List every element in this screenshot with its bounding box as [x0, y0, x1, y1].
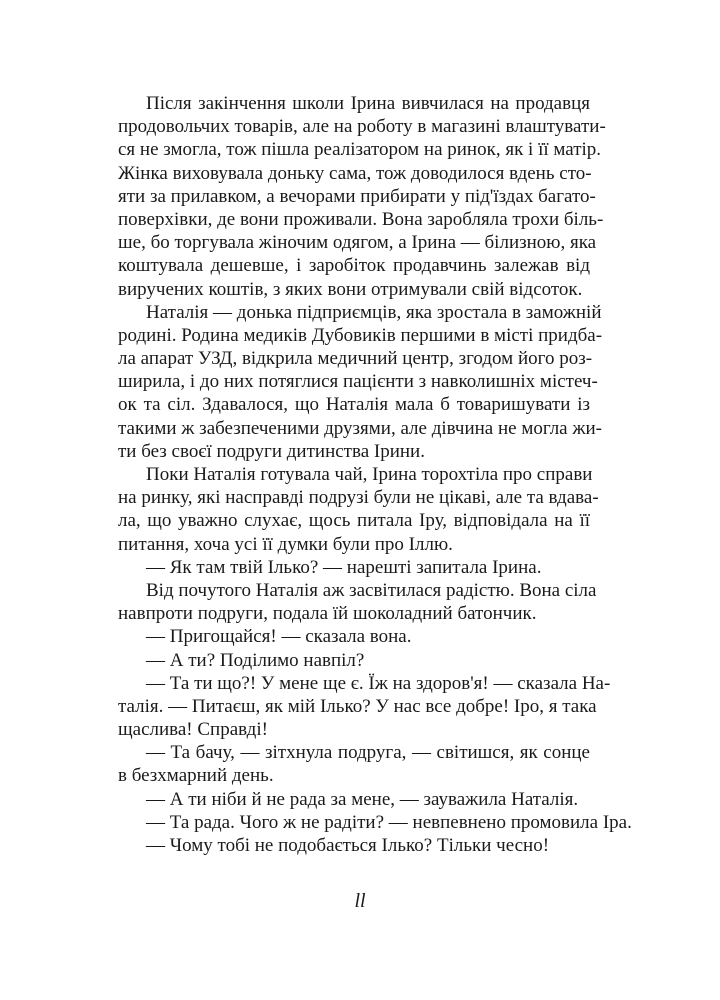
text-line: навпроти подруги, подала їй шоколадний батончик. — [118, 603, 537, 625]
paragraph — [118, 741, 590, 787]
text-line: питання, хоча усі її думки були про Іллю. — [118, 533, 453, 555]
text-line: такими ж забезпеченими друзями, але дівчина не могла жи- — [118, 417, 602, 439]
paragraph — [118, 579, 597, 625]
paragraph — [118, 625, 590, 648]
text-line: Після закінчення школи Ірина вивчилася на продавця — [146, 93, 590, 114]
text-line: ше, бо торгувала жіночим одягом, а Ірина — білизною, яка — [118, 232, 597, 254]
text-line: ти без своєї подруги дитинства Ірини. — [118, 440, 425, 462]
text-line: — Чому тобі не подобається Ілько? Тільки чесно! — [146, 835, 550, 856]
text-line: щаслива! Справді! — [118, 719, 268, 741]
text-line: яти за прилавком, а вечорами прибирати у під'їздах багато- — [118, 185, 596, 207]
text-line: — Та рада. Чого ж не радіти? — невпевнено промовила Іра. — [146, 811, 632, 833]
paragraph — [118, 672, 611, 742]
paragraph — [118, 649, 590, 672]
text-line: ок та сіл. Здавалося, що Наталія мала б товаришувати із — [118, 394, 590, 416]
page-number: ll — [354, 890, 366, 912]
paragraph — [118, 92, 606, 301]
text-line: продовольчих товарів, але на роботу в магазині влаштувати- — [118, 116, 606, 138]
text-line: — Пригощайся! — сказала вона. — [146, 626, 412, 648]
text-line: ся не змогла, тож пішла реалізатором на ринок, як і її матір. — [118, 139, 602, 161]
paragraph — [118, 834, 590, 857]
page-body — [118, 92, 632, 857]
paragraph — [118, 811, 632, 834]
paragraph — [118, 556, 590, 579]
paragraph — [118, 463, 599, 556]
text-line: талія. — Питаєш, як мій Ілько? У нас все добре! Іро, я така — [118, 695, 597, 717]
text-line: — А ти ніби й не рада за мене, — зауважила Наталія. — [146, 788, 579, 810]
text-line: — Як там твій Ілько? — нарешті запитала Ірина. — [146, 556, 542, 578]
text-line: Наталія — донька підприємців, яка зростала в заможній — [146, 301, 602, 323]
text-line: родині. Родина медиків Дубовиків першими в місті придба- — [118, 324, 603, 346]
text-line: — А ти? Поділимо навпіл? — [146, 649, 365, 671]
text-line: поверхівки, де вони проживали. Вона заробляла трохи біль- — [118, 208, 604, 230]
text-line: Поки Наталія готувала чай, Ірина торохтіла про справи — [146, 464, 593, 485]
text-line: коштувала дешевше, і заробіток продавчинь залежав від — [118, 255, 590, 277]
text-line: Від почутого Наталія аж засвітилася радістю. Вона сіла — [146, 579, 597, 601]
text-line: ширила, і до них потяглися пацієнти з навколишніх містеч- — [118, 371, 598, 393]
text-line: — Та ти що?! У мене ще є. Їж на здоров'я! — сказала На- — [146, 672, 611, 694]
text-line: в безхмарний день. — [118, 765, 274, 787]
text-line: виручених коштів, з яких вони отримували свій відсоток. — [118, 278, 583, 300]
text-line: — Та бачу, — зітхнула подруга, — світишся, як сонце — [146, 742, 590, 764]
text-line: на ринку, які насправді подрузі були не цікаві, але та вдава- — [118, 487, 599, 509]
paragraph — [118, 788, 590, 811]
text-line: ла апарат УЗД, відкрила медичний центр, згодом його роз- — [118, 348, 593, 370]
text-line: ла, що уважно слухає, щось питала Іру, відповідала на її — [118, 510, 590, 532]
text-line: Жінка виховувала доньку сама, тож доводилося вдень сто- — [118, 162, 592, 184]
paragraph — [118, 301, 603, 463]
